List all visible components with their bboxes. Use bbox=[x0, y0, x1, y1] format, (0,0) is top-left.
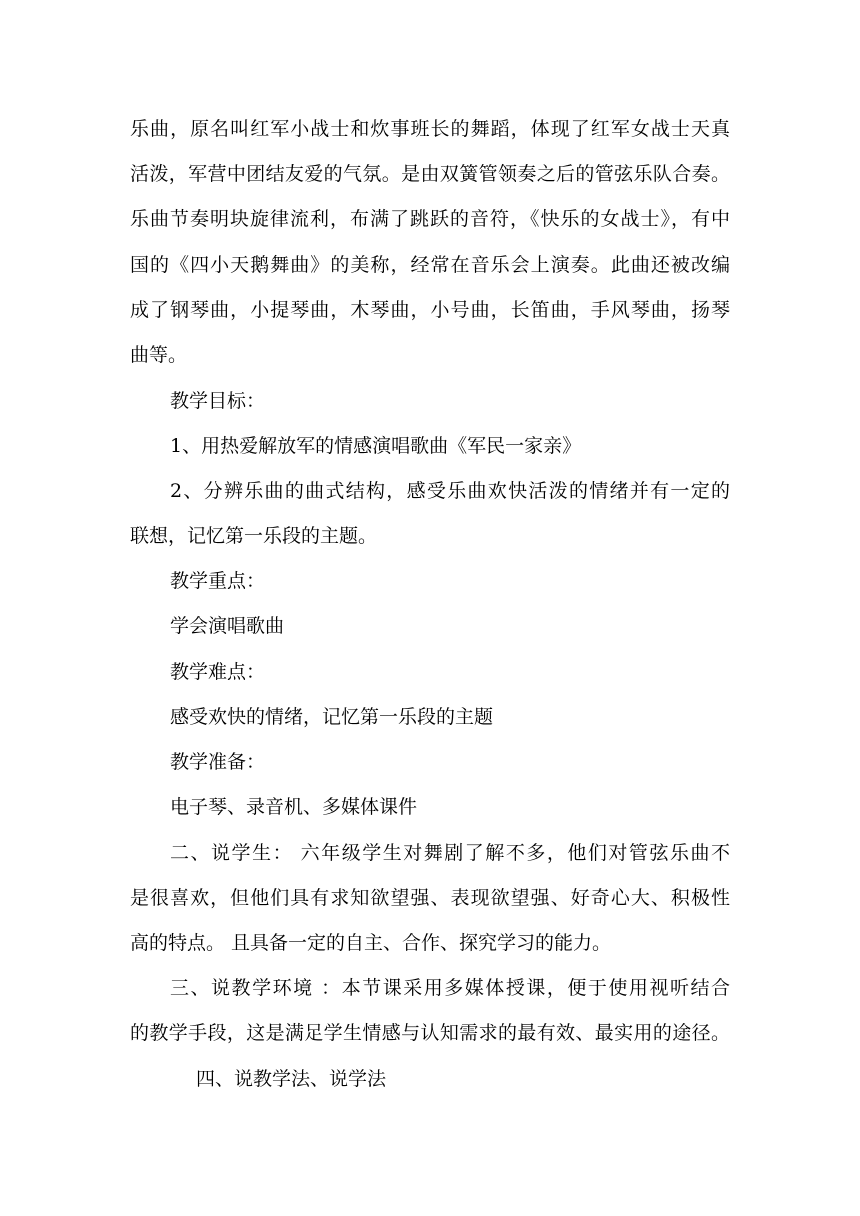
environment-section-line: 三、说教学环境 ：本节课采用多媒体授课，便于使用视听结合 bbox=[170, 977, 730, 999]
students-section-line: 二、说学生： 六年级学生对舞剧了解不多，他们对管弦乐曲不 bbox=[170, 842, 730, 864]
paragraph-line: 曲等。 bbox=[130, 344, 188, 366]
goal-item-2-continued: 联想，记忆第一乐段的主题。 bbox=[130, 525, 378, 547]
section-heading-key-points: 教学重点： bbox=[170, 570, 266, 592]
paragraph-line: 乐曲，原名叫红军小战士和炊事班长的舞蹈，体现了红军女战士天真 bbox=[130, 118, 730, 140]
goal-item-1: 1、用热爱解放军的情感演唱歌曲《军民一家亲》 bbox=[170, 435, 582, 457]
section-heading-preparation: 教学准备： bbox=[170, 751, 266, 773]
difficulties-text: 感受欢快的情绪，记忆第一乐段的主题 bbox=[170, 706, 494, 728]
paragraph-line: 活泼，军营中团结友爱的气氛。是由双簧管领奏之后的管弦乐队合奏。 bbox=[130, 163, 730, 185]
section-heading-goals: 教学目标： bbox=[170, 390, 266, 412]
paragraph-line: 国的《四小天鹅舞曲》的美称，经常在音乐会上演奏。此曲还被改编 bbox=[130, 254, 730, 276]
paragraph-line: 乐曲节奏明块旋律流利，布满了跳跃的音符，《快乐的女战士》，有中 bbox=[130, 208, 730, 230]
section-heading-difficulties: 教学难点： bbox=[170, 661, 266, 683]
key-points-text: 学会演唱歌曲 bbox=[170, 615, 285, 637]
section-heading-methods: 四、说教学法、说学法 bbox=[196, 1068, 387, 1090]
preparation-text: 电子琴、录音机、多媒体课件 bbox=[170, 796, 418, 818]
goal-item-2: 2、分辨乐曲的曲式结构，感受乐曲欢快活泼的情绪并有一定的 bbox=[170, 480, 730, 502]
students-section-line: 高的特点。 且具备一定的自主、合作、探究学习的能力。 bbox=[130, 932, 612, 954]
students-section-line: 是很喜欢，但他们具有求知欲望强、表现欲望强、好奇心大、积极性 bbox=[130, 887, 730, 909]
paragraph-line: 成了钢琴曲，小提琴曲，木琴曲，小号曲，长笛曲，手风琴曲，扬琴 bbox=[130, 299, 730, 321]
environment-section-line: 的教学手段，这是满足学生情感与认知需求的最有效、最实用的途径。 bbox=[130, 1022, 730, 1044]
